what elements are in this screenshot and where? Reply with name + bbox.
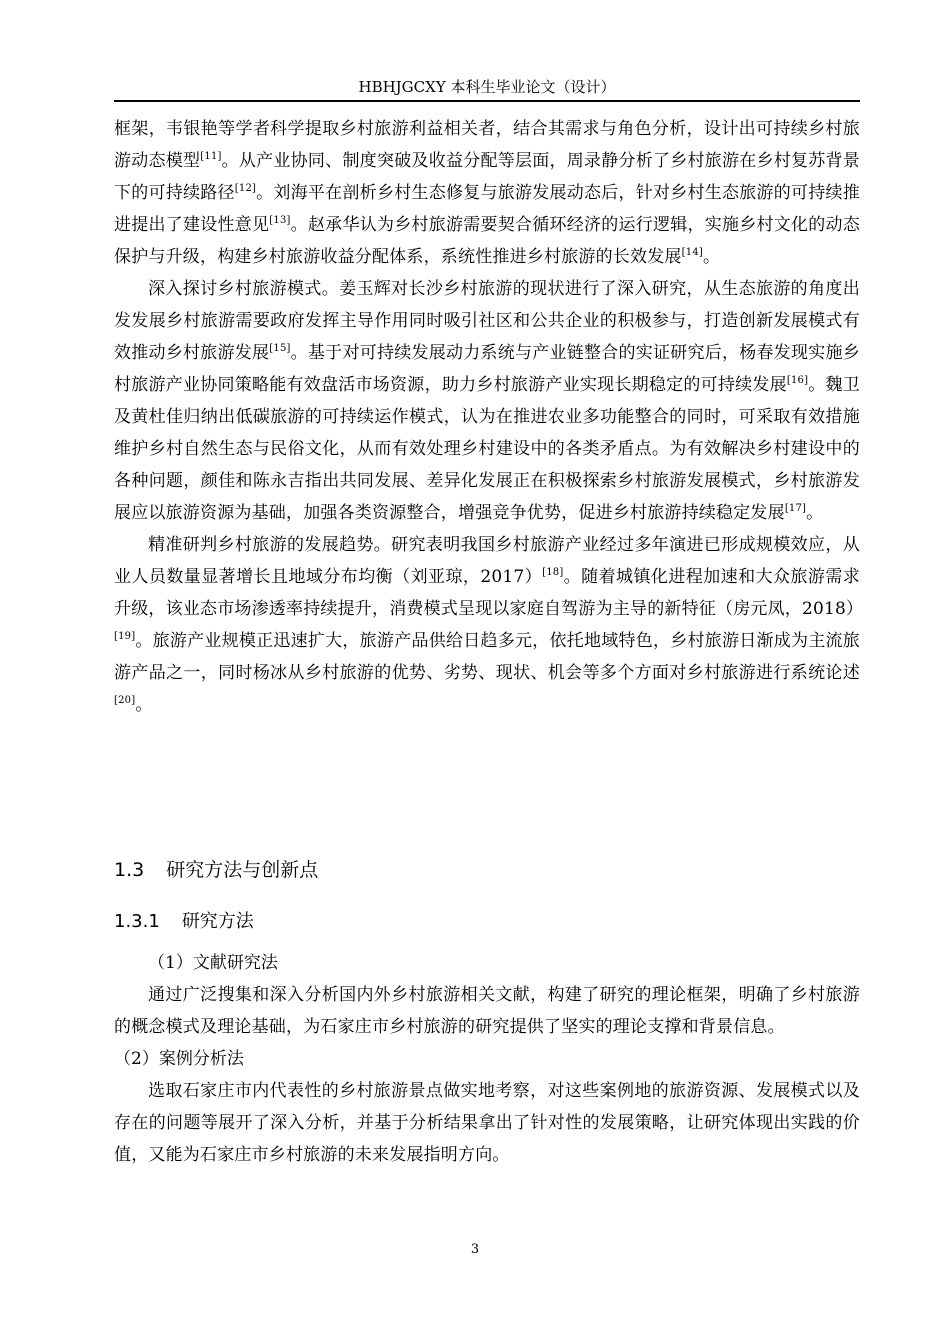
method-label: （1）文献研究法 xyxy=(148,953,278,973)
body-text xyxy=(114,113,864,721)
method-label: （2）案例分析法 xyxy=(114,1049,244,1069)
paragraph-tourism-models xyxy=(114,273,860,529)
text-run: 。 xyxy=(135,695,153,715)
page-number: 3 xyxy=(470,1242,480,1257)
citation: [12] xyxy=(234,183,257,194)
method-description: 通过广泛搜集和深入分析国内外乡村旅游相关文献，构建了研究的理论框架，明确了乡村旅游的概念模式及理论基础，为石家庄市乡村旅游的研究提供了坚实的理论支撑和背景信息。 xyxy=(114,985,860,1037)
citation: [18] xyxy=(542,567,564,578)
method-description: 选取石家庄市内代表性的乡村旅游景点做实地考察，对这些案例地的旅游资源、发展模式以及存在的问题等展开了深入分析，并基于分析结果拿出了针对性的发展策略，让研究体现出实践的价值，又能为石家庄市乡村旅游的未来发展指明方向。 xyxy=(114,1081,860,1165)
section-title: 研究方法与创新点 xyxy=(166,859,319,881)
text-run: 。 xyxy=(806,503,824,523)
text-run: 框架，韦银艳等学者科学提取乡村旅游利益相关者，结合其需求与角色分析，设计出可持续乡村旅游动态模型 xyxy=(114,119,860,171)
citation: [15] xyxy=(269,343,291,354)
citation: [13] xyxy=(269,215,291,226)
running-header: HBHJGCXY 本科生毕业论文（设计） xyxy=(358,78,616,96)
citation: [11] xyxy=(200,151,222,162)
text-run: 。基于对可持续发展动力系统与产业链整合的实证研究后，杨春发现实施乡村旅游产业协同策略能有效盘活市场资源，助力乡村旅游产业实现长期稳定的可持续发展 xyxy=(114,343,860,395)
paragraph-development-trends xyxy=(114,529,864,721)
section-heading xyxy=(114,854,318,886)
citation: [20] xyxy=(114,695,136,706)
text-run: 。刘海平在剖析乡村生态修复与旅游发展动态后，针对乡村生态旅游的可持续推进提出了建设性意见 xyxy=(114,183,860,235)
text-run: 。旅游产业规模正迅速扩大，旅游产品供给日趋多元，依托地域特色，乡村旅游日渐成为主流旅游产品之一，同时杨冰从乡村旅游的优势、劣势、现状、机会等多个方面对乡村旅游进行系统论述 xyxy=(114,631,860,683)
text-run: 。赵承华认为乡村旅游需要契合循环经济的运行逻辑，实施乡村文化的动态保护与升级，构建乡村旅游收益分配体系，系统性推进乡村旅游的长效发展 xyxy=(114,215,860,267)
subsection-number: 1.3.1 xyxy=(114,911,160,932)
citation: [19] xyxy=(114,631,136,642)
subsection-heading xyxy=(114,906,254,938)
text-run: 精准研判乡村旅游的发展趋势。研究表明我国乡村旅游产业经过多年演进已形成规模效应，从业人员数量显著增长且地域分布均衡（刘亚琼，2017） xyxy=(114,535,860,587)
header-rule xyxy=(114,100,860,102)
citation: [17] xyxy=(784,503,807,514)
text-run: 。随着城镇化进程加速和大众旅游需求升级，该业态市场渗透率持续提升，消费模式呈现以家庭自驾游为主导的新特征（房元凤，2018） xyxy=(114,567,864,619)
citation: [16] xyxy=(786,375,809,386)
text-run: 。 xyxy=(702,247,721,267)
section-number: 1.3 xyxy=(114,859,145,881)
text-run: 深入探讨乡村旅游模式。姜玉辉对长沙乡村旅游的现状进行了深入研究，从生态旅游的角度出发发展乡村旅游需要政府发挥主导作用同时吸引社区和公共企业的积极参与，打造创新发展模式有效推动乡村旅游发展 xyxy=(114,279,860,363)
text-run: 。从产业协同、制度突破及收益分配等层面，周录静分析了乡村旅游在乡村复苏背景下的可持续路径 xyxy=(114,151,861,203)
methods-list xyxy=(114,947,860,1171)
subsection-title: 研究方法 xyxy=(181,911,254,932)
paragraph-continued xyxy=(114,113,860,273)
citation: [14] xyxy=(681,247,703,258)
text-run: 。魏卫及黄杜佳归纳出低碳旅游的可持续运作模式，认为在推进农业多功能整合的同时，可采取有效措施维护乡村自然生态与民俗文化，从而有效处理乡村建设中的各类矛盾点。为有效解决乡村建设中的各种问题，颜佳和陈永吉指出共同发展、差异化发展正在积极探索乡村旅游发展模式，乡村旅游发展应以旅游资源为基础，加强各类资源整合，增强竞争优势，促进乡村旅游持续稳定发展 xyxy=(114,375,860,523)
